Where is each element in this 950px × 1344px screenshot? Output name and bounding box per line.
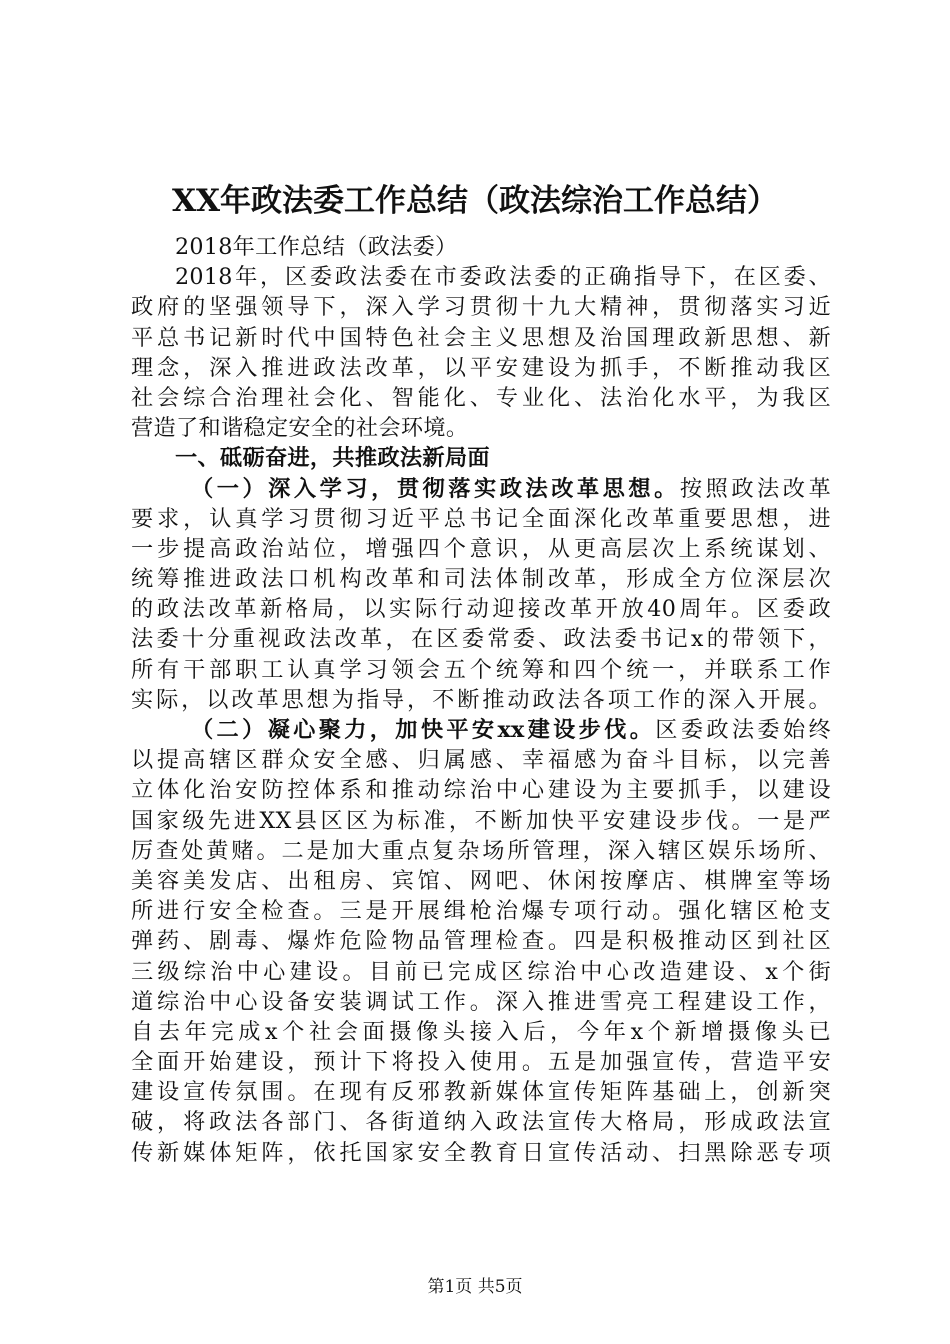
subsection-heading: （一）深入学习，贯彻落实政法改革思想。 <box>191 475 680 502</box>
paragraph-line: 法委十分重视政法改革，在区委常委、政法委书记x的带领下， <box>131 626 831 653</box>
paragraph-line: 所有干部职工认真学习领会五个统筹和四个统一，并联系工作 <box>131 656 831 683</box>
paragraph-line: 建设宣传氛围。在现有反邪教新媒体宣传矩阵基础上，创新突 <box>131 1079 831 1106</box>
paragraph-line: 国家级先进XX县区区为标准，不断加快平安建设步伐。一是严 <box>131 807 831 834</box>
paragraph-line <box>131 715 831 745</box>
paragraph-line: 美容美发店、出租房、宾馆、网吧、休闲按摩店、棋牌室等场 <box>131 867 831 894</box>
paragraph-line: 立体化治安防控体系和推动综治中心建设为主要抓手，以建设 <box>131 777 831 804</box>
paragraph-line: 所进行安全检查。三是开展缉枪治爆专项行动。强化辖区枪支 <box>131 898 831 925</box>
paragraph-line: 社会综合治理社会化、智能化、专业化、法治化水平，为我区 <box>131 384 831 411</box>
subtitle-line: 2018年工作总结（政法委） <box>175 234 458 260</box>
paragraph-line: 厉查处黄赌。二是加大重点复杂场所管理，深入辖区娱乐场所、 <box>131 837 831 864</box>
paragraph-line: 理念，深入推进政法改革，以平安建设为抓手，不断推动我区 <box>131 354 831 381</box>
subsection-heading: （二）凝心聚力，加快平安xx建设步伐。 <box>191 717 656 743</box>
paragraph-line: 全面开始建设，预计下将投入使用。五是加强宣传，营造平安 <box>131 1049 831 1076</box>
document-title: XX年政法委工作总结（政法综治工作总结） <box>171 183 779 219</box>
paragraph-line: 营造了和谐稳定安全的社会环境。 <box>131 415 469 442</box>
paragraph-line: 实际，以改革思想为指导，不断推动政法各项工作的深入开展。 <box>131 686 831 713</box>
paragraph-line: 破，将政法各部门、各街道纳入政法宣传大格局，形成政法宣 <box>131 1109 831 1136</box>
paragraph-line: 统筹推进政法口机构改革和司法体制改革，形成全方位深层次 <box>131 566 831 593</box>
paragraph-line: 道综治中心设备安装调试工作。深入推进雪亮工程建设工作， <box>131 988 831 1015</box>
paragraph-text: 按照政法改革 <box>679 475 831 502</box>
document-body <box>131 232 831 1168</box>
page-number-footer: 第1页 共5页 <box>427 1277 523 1297</box>
paragraph-line: 政府的坚强领导下，深入学习贯彻十九大精神，贯彻落实习近 <box>131 294 831 321</box>
paragraph-line: 平总书记新时代中国特色社会主义思想及治国理政新思想、新 <box>131 324 831 351</box>
paragraph-line: 要求，认真学习贯彻习近平总书记全面深化改革重要思想，进 <box>131 505 831 532</box>
paragraph-line: 以提高辖区群众安全感、归属感、幸福感为奋斗目标，以完善 <box>131 747 831 774</box>
paragraph-line: 弹药、剧毒、爆炸危险物品管理检查。四是积极推动区到社区 <box>131 928 831 955</box>
paragraph-line <box>131 474 831 504</box>
paragraph-line: 2018年，区委政法委在市委政法委的正确指导下，在区委、 <box>175 264 831 291</box>
section-heading: 一、砥砺奋进，共推政法新局面 <box>175 445 490 472</box>
paragraph-line: 一步提高政治站位，增强四个意识，从更高层次上系统谋划、 <box>131 535 831 562</box>
paragraph-text: 区委政法委始终 <box>655 717 831 743</box>
paragraph-line: 传新媒体矩阵，依托国家安全教育日宣传活动、扫黑除恶专项 <box>131 1139 831 1166</box>
paragraph-line: 三级综治中心建设。目前已完成区综治中心改造建设、x个街 <box>131 958 831 985</box>
paragraph-line: 自去年完成x个社会面摄像头接入后，今年x个新增摄像头已 <box>131 1018 831 1045</box>
paragraph-line: 的政法改革新格局，以实际行动迎接改革开放40周年。区委政 <box>131 596 831 623</box>
